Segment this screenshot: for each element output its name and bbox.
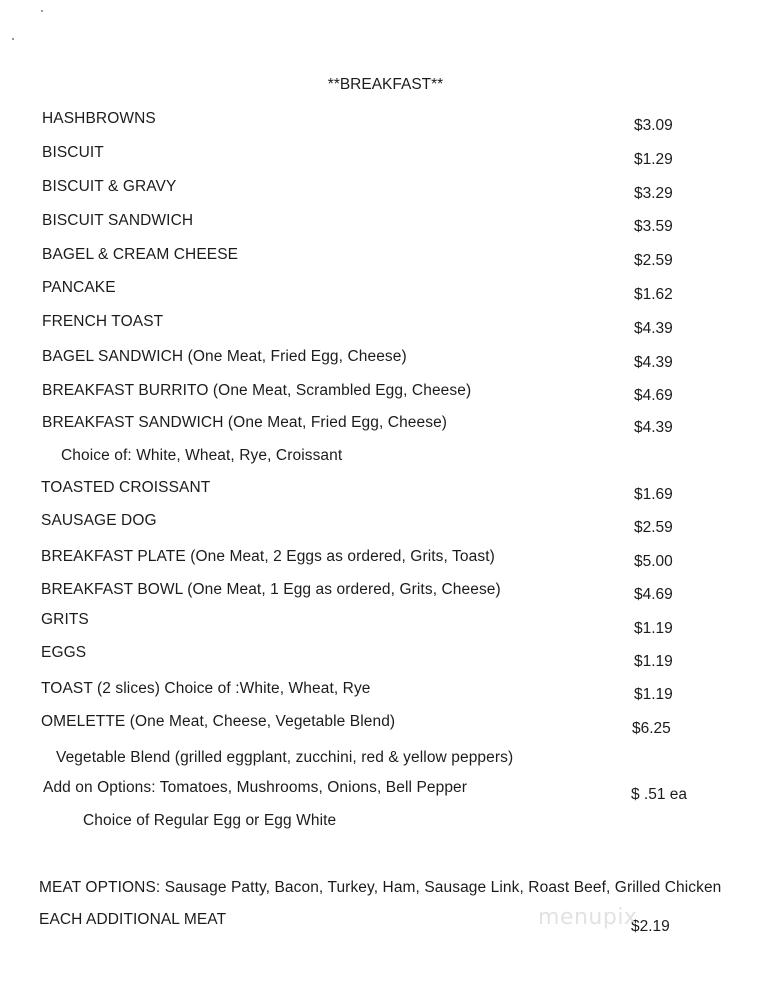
menu-item-price: $1.19 [634, 686, 673, 703]
menu-item-price: $1.69 [634, 486, 673, 503]
menu-item: TOASTED CROISSANT [41, 479, 211, 496]
menu-item-price: $4.69 [634, 387, 673, 404]
menu-item: BREAKFAST SANDWICH (One Meat, Fried Egg, Cheese) [42, 414, 448, 431]
menu-item-price: $5.00 [634, 553, 673, 570]
meat-options: MEAT OPTIONS: Sausage Patty, Bacon, Turkey, Ham, Sausage Link, Roast Beef, Grilled Chicken [39, 879, 722, 896]
menu-item: FRENCH TOAST [42, 313, 164, 330]
scan-speck [41, 10, 43, 12]
menu-item-price: $4.39 [634, 354, 673, 371]
menu-item-price: $3.59 [634, 218, 673, 235]
menu-item-price: $6.25 [632, 720, 671, 737]
menu-item-price: $4.69 [634, 586, 673, 603]
menu-item: BAGEL & CREAM CHEESE [42, 246, 239, 263]
menu-item-price: $3.09 [634, 117, 673, 134]
menu-item-note: Vegetable Blend (grilled eggplant, zucchini, red & yellow peppers) [56, 749, 514, 766]
menu-item-price: $1.29 [634, 151, 673, 168]
menu-item-note: Choice of: White, Wheat, Rye, Croissant [61, 447, 343, 464]
menu-item-note: Choice of Regular Egg or Egg White [83, 812, 337, 829]
menu-item: BISCUIT [42, 144, 104, 161]
menu-item: TOAST (2 slices) Choice of :White, Wheat, Rye [41, 680, 371, 697]
scan-speck [12, 38, 14, 40]
menu-title: **BREAKFAST** [327, 76, 444, 93]
menu-item: BREAKFAST PLATE (One Meat, 2 Eggs as ordered, Grits, Toast) [41, 548, 495, 565]
menu-item: OMELETTE (One Meat, Cheese, Vegetable Blend) [41, 713, 396, 730]
menu-item: BAGEL SANDWICH (One Meat, Fried Egg, Cheese) [42, 348, 407, 365]
menu-item-price: $1.19 [634, 653, 673, 670]
menu-item-price: $1.62 [634, 286, 673, 303]
menu-item-price: $3.29 [634, 185, 673, 202]
menu-item-price: $1.19 [634, 620, 673, 637]
menu-item-price: $2.59 [634, 252, 673, 269]
menu-item: BISCUIT & GRAVY [42, 178, 177, 195]
menu-item: EGGS [41, 644, 87, 661]
menu-item-price: $ .51 ea [631, 786, 688, 803]
menu-item: PANCAKE [42, 279, 116, 296]
menu-item: GRITS [41, 611, 89, 628]
menu-item: BREAKFAST BURRITO (One Meat, Scrambled Egg, Cheese) [42, 382, 472, 399]
menu-item-price: $4.39 [634, 419, 673, 436]
menu-item: SAUSAGE DOG [41, 512, 157, 529]
additional-meat: EACH ADDITIONAL MEAT [39, 911, 227, 928]
menu-item: HASHBROWNS [42, 110, 156, 127]
menu-item: BREAKFAST BOWL (One Meat, 1 Egg as ordered, Grits, Cheese) [41, 581, 501, 598]
menu-item-price: $2.59 [634, 519, 673, 536]
menu-item-price: $4.39 [634, 320, 673, 337]
menu-item: BISCUIT SANDWICH [42, 212, 194, 229]
additional-meat-price: $2.19 [631, 918, 670, 935]
menu-item: Add on Options: Tomatoes, Mushrooms, Onions, Bell Pepper [43, 779, 468, 796]
watermark-logo: menupix [538, 905, 638, 930]
